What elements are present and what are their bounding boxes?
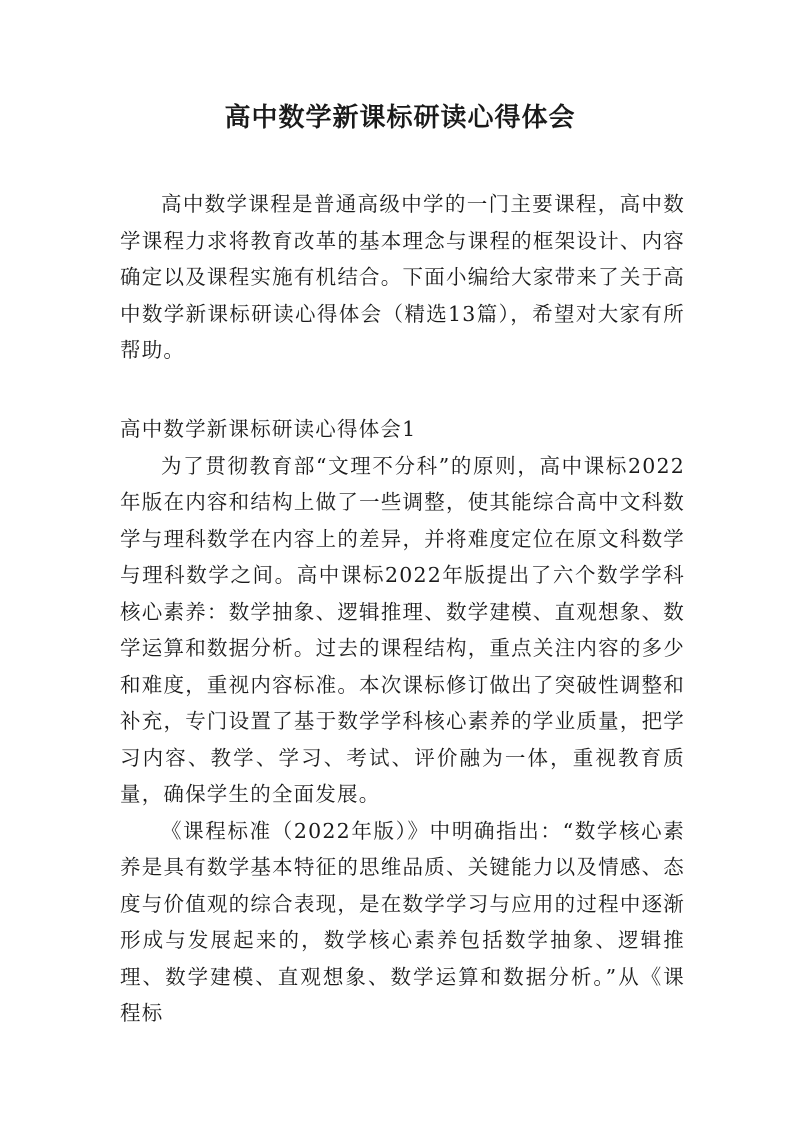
- intro-paragraph: 高中数学课程是普通高级中学的一门主要课程，高中数学课程力求将教育改革的基本理念与课程的框架设计、内容确定以及课程实施有机结合。下面小编给大家带来了关于高中数学新课标研读心得体会（精选13篇），希望对大家有所帮助。: [120, 192, 685, 362]
- body-paragraph-2: 《课程标准（2022年版）》中明确指出：“数学核心素养是具有数学基本特征的思维品质、关键能力以及情感、态度与价值观的综合表现，是在数学学习与应用的过程中逐渐形成与发展起来的，数学核心素养包括数学抽象、逻辑推理、数学建模、直观想象、数学运算和数据分析。”从《课程标: [120, 818, 685, 1025]
- body-paragraph-1: 为了贯彻教育部“文理不分科”的原则，高中课标2022年版在内容和结构上做了一些调整，使其能综合高中文科数学与理科数学在内容上的差异，并将难度定位在原文科数学与理科数学之间。高中课标2022年版提出了六个数学学科核心素养：数学抽象、逻辑推理、数学建模、直观想象、数学运算和数据分析。过去的课程结构，重点关注内容的多少和难度，重视内容标准。本次课标修订做出了突破性调整和补充，专门设置了基于数学学科核心素养的学业质量，把学习内容、教学、学习、考试、评价融为一体，重视教育质量，确保学生的全面发展。: [120, 453, 685, 806]
- section-heading: 高中数学新课标研读心得体会1: [120, 417, 417, 441]
- document-title: 高中数学新课标研读心得体会: [224, 103, 576, 133]
- section-block: [120, 411, 685, 1032]
- intro-block: [120, 186, 685, 369]
